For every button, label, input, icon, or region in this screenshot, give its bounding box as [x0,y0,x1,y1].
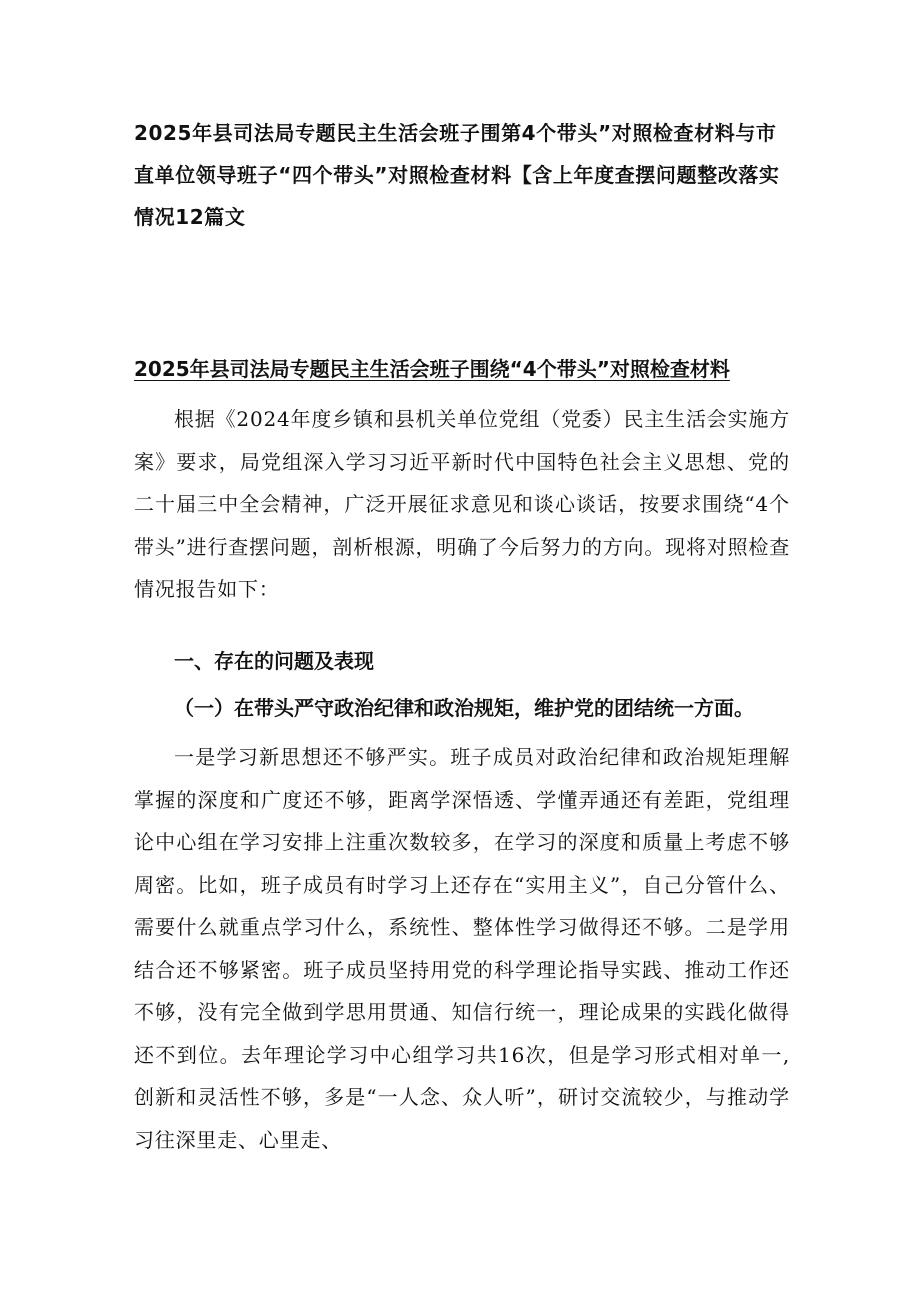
section-title-text: 2025年县司法局专题民主生活会班子围绕“4个带头”对照检查材料 [134,357,730,381]
subheading-political-discipline: （一）在带头严守政治纪律和政治规矩，维护党的团结统一方面。 [174,696,754,720]
body-paragraph: 一是学习新思想还不够严实。班子成员对政治纪律和政治规矩理解掌握的深度和广度还不够，距离学深悟透、学懂弄通还有差距，党组理论中心组在学习安排上注重次数较多，在学习的深度和质量上考虑不够周密。比如，班子成员有时学习上还存在“实用主义”，自己分管什么、需要什么就重点学习什么，系统性、整体性学习做得还不够。二是学用结合还不够紧密。班子成员坚持用党的科学理论指导实践、推动工作还不够，没有完全做到学思用贯通、知信行统一，理论成果的实践化做得还不到位。去年理论学习中心组学习共16次，但是学习形式相对单一,创新和灵活性不够，多是“一人念、众人听”，研讨交流较少，与推动学习往深里走、心里走、 [134,745,790,1152]
document-title: 2025年县司法局专题民主生活会班子围第4个带头”对照检查材料与市直单位领导班子“四个带头”对照检查材料【含上年度查摆问题整改落实情况12篇文 [134,121,780,229]
section-title [134,354,794,384]
heading-problems: 一、存在的问题及表现 [174,649,374,673]
intro-paragraph: 根据《2024年度乡镇和县机关单位党组（党委）民主生活会实施方案》要求，局党组深入学习习近平新时代中国特色社会主义思想、党的二十届三中全会精神，广泛开展征求意见和谈心谈话，按要求围绕“4个带头”进行查摆问题，剖析根源，明确了今后努力的方向。现将对照检查情况报告如下： [134,407,790,601]
